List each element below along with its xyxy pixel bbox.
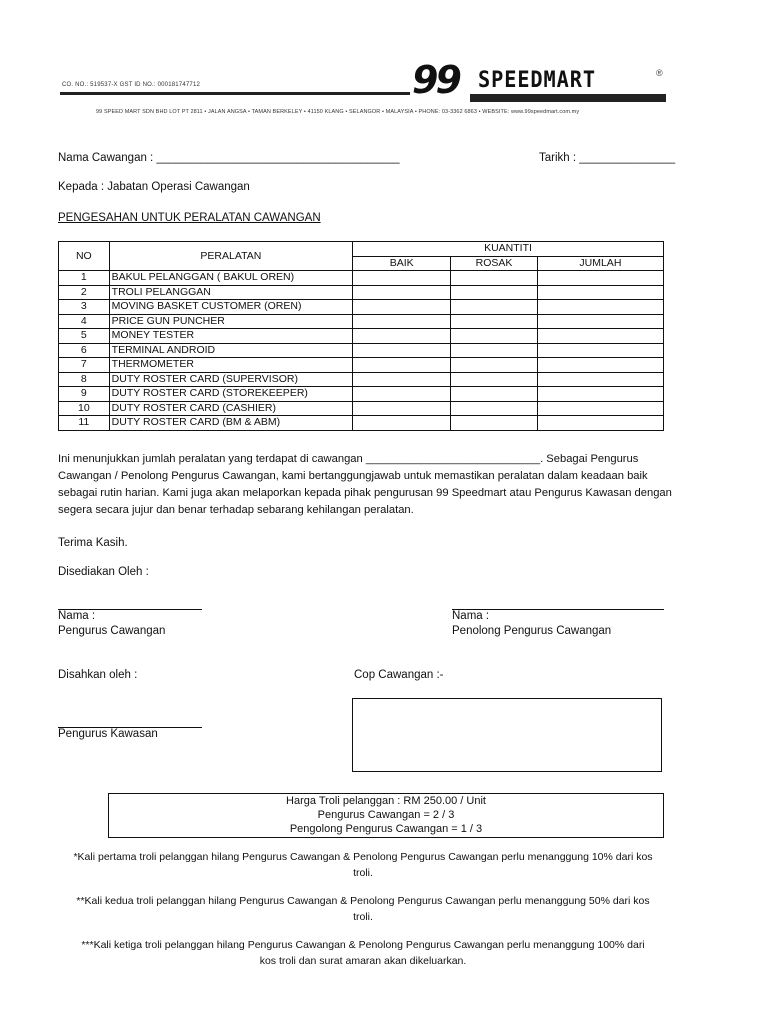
qty-total-cell[interactable] xyxy=(537,285,663,300)
closing-thanks: Terima Kasih. xyxy=(58,537,128,549)
statement-line: sebagai rutin harian. Kami juga akan melaporkan kepada pihak pengurusan 99 Speedmart atau Pengurus Kawasan dengan xyxy=(58,487,672,499)
asst-manager-title: Penolong Pengurus Cawangan xyxy=(452,625,612,637)
row-item: DUTY ROSTER CARD (STOREKEEPER) xyxy=(109,387,352,402)
qty-damaged-cell[interactable] xyxy=(451,401,538,416)
statement-paragraph xyxy=(58,451,678,519)
qty-damaged-cell[interactable] xyxy=(451,329,538,344)
row-item: BAKUL PELANGGAN ( BAKUL OREN) xyxy=(109,271,352,286)
recipient-line: Kepada : Jabatan Operasi Cawangan xyxy=(58,181,250,193)
qty-damaged-cell[interactable] xyxy=(451,343,538,358)
qty-damaged-cell[interactable] xyxy=(451,300,538,315)
approved-by-label: Disahkan oleh : xyxy=(58,669,138,681)
qty-good-cell[interactable] xyxy=(353,300,451,315)
asst-manager-name-label: Nama : xyxy=(452,610,490,622)
row-item: PRICE GUN PUNCHER xyxy=(109,314,352,329)
logo-number: 99 xyxy=(412,58,459,102)
qty-total-cell[interactable] xyxy=(537,372,663,387)
qty-total-cell[interactable] xyxy=(537,416,663,431)
table-row xyxy=(59,285,664,300)
row-item: MOVING BASKET CUSTOMER (OREN) xyxy=(109,300,352,315)
qty-damaged-cell[interactable] xyxy=(451,285,538,300)
row-item: MONEY TESTER xyxy=(109,329,352,344)
qty-damaged-cell[interactable] xyxy=(451,372,538,387)
qty-good-cell[interactable] xyxy=(353,314,451,329)
qty-good-cell[interactable] xyxy=(353,387,451,402)
qty-good-cell[interactable] xyxy=(353,401,451,416)
note-line: **Kali kedua troli pelanggan hilang Pengurus Cawangan & Penolong Pengurus Cawangan perlu menanggung 50% dari kos xyxy=(76,895,650,907)
row-no: 6 xyxy=(59,343,110,358)
qty-damaged-cell[interactable] xyxy=(451,271,538,286)
qty-good-cell[interactable] xyxy=(353,358,451,373)
qty-total-cell[interactable] xyxy=(537,358,663,373)
row-no: 4 xyxy=(59,314,110,329)
prepared-by-label: Disediakan Oleh : xyxy=(58,566,149,578)
row-no: 9 xyxy=(59,387,110,402)
date-field[interactable]: Tarikh : _______________ xyxy=(539,152,676,164)
table-row xyxy=(59,372,664,387)
qty-total-cell[interactable] xyxy=(537,387,663,402)
table-row xyxy=(59,271,664,286)
row-no: 10 xyxy=(59,401,110,416)
registered-mark: ® xyxy=(656,68,663,78)
row-item: DUTY ROSTER CARD (SUPERVISOR) xyxy=(109,372,352,387)
row-no: 3 xyxy=(59,300,110,315)
form-title: PENGESAHAN UNTUK PERALATAN CAWANGAN xyxy=(58,212,321,224)
note-line: troli. xyxy=(353,911,373,923)
qty-damaged-cell[interactable] xyxy=(451,387,538,402)
table-row xyxy=(59,416,664,431)
row-item: TERMINAL ANDROID xyxy=(109,343,352,358)
qty-damaged-cell[interactable] xyxy=(451,314,538,329)
header-rule-right xyxy=(470,94,666,102)
note-line: kos troli dan surat amaran akan dikeluarkan. xyxy=(259,955,467,967)
qty-total-cell[interactable] xyxy=(537,343,663,358)
note-line: ***Kali ketiga troli pelanggan hilang Pengurus Cawangan & Penolong Pengurus Cawangan perlu menanggung 100% dari xyxy=(81,939,645,951)
row-item: DUTY ROSTER CARD (CASHIER) xyxy=(109,401,352,416)
qty-good-cell[interactable] xyxy=(353,343,451,358)
note-second-loss xyxy=(58,893,668,925)
qty-damaged-cell[interactable] xyxy=(451,358,538,373)
qty-total-cell[interactable] xyxy=(537,329,663,344)
table-row xyxy=(59,329,664,344)
note-first-loss xyxy=(58,849,668,881)
branch-stamp-box[interactable] xyxy=(352,698,662,772)
qty-damaged-cell[interactable] xyxy=(451,416,538,431)
table-row xyxy=(59,387,664,402)
branch-manager-name-label: Nama : xyxy=(58,610,96,622)
row-item: TROLI PELANGGAN xyxy=(109,285,352,300)
branch-manager-share: Pengurus Cawangan = 2 / 3 xyxy=(317,809,455,821)
col-total-header: JUMLAH xyxy=(537,256,663,271)
qty-good-cell[interactable] xyxy=(353,329,451,344)
branch-manager-title: Pengurus Cawangan xyxy=(58,625,166,637)
table-row xyxy=(59,401,664,416)
col-no-header: NO xyxy=(59,242,110,271)
qty-good-cell[interactable] xyxy=(353,416,451,431)
qty-good-cell[interactable] xyxy=(353,271,451,286)
trolley-price-box xyxy=(108,793,664,838)
row-no: 7 xyxy=(59,358,110,373)
row-no: 11 xyxy=(59,416,110,431)
col-item-header: PERALATAN xyxy=(109,242,352,271)
statement-line: segera secara jujur dan benar terhadap sebarang kehilangan peralatan. xyxy=(58,504,414,516)
trolley-price: Harga Troli pelanggan : RM 250.00 / Unit xyxy=(286,795,486,807)
note-line: *Kali pertama troli pelanggan hilang Pengurus Cawangan & Penolong Pengurus Cawangan perlu menanggung 10% dari kos xyxy=(73,851,653,863)
table-row xyxy=(59,358,664,373)
company-registration: CO. NO.: 519537-X GST ID NO.: 000181747712 xyxy=(62,82,201,88)
statement-line: Cawangan / Penolong Pengurus Cawangan, kami bertanggungjawab untuk memastikan peralatan dalam keadaan baik xyxy=(58,470,648,482)
col-damaged-header: ROSAK xyxy=(451,256,538,271)
note-third-loss xyxy=(58,937,668,969)
asst-manager-share: Pengolong Pengurus Cawangan = 1 / 3 xyxy=(289,823,483,835)
qty-good-cell[interactable] xyxy=(353,285,451,300)
qty-total-cell[interactable] xyxy=(537,271,663,286)
table-row xyxy=(59,314,664,329)
note-line: troli. xyxy=(353,867,373,879)
row-item: DUTY ROSTER CARD (BM & ABM) xyxy=(109,416,352,431)
table-row xyxy=(59,343,664,358)
col-good-header: BAIK xyxy=(353,256,451,271)
qty-total-cell[interactable] xyxy=(537,401,663,416)
row-no: 2 xyxy=(59,285,110,300)
logo-name: SPEEDMART xyxy=(478,68,596,93)
branch-name-field[interactable]: Nama Cawangan : ______________________________________ xyxy=(58,152,400,164)
header-rule xyxy=(60,92,410,95)
table-row xyxy=(59,300,664,315)
row-no: 8 xyxy=(59,372,110,387)
col-quantity-header: KUANTITI xyxy=(353,242,664,257)
row-no: 1 xyxy=(59,271,110,286)
qty-good-cell[interactable] xyxy=(353,372,451,387)
row-no: 5 xyxy=(59,329,110,344)
company-address: 99 SPEED MART SDN BHD LOT PT 2811 • JALAN ANGSA • TAMAN BERKELEY • 41150 KLANG • SELANGOR • MALAYSIA • PHONE: 03-3362 6863 • WEBSITE: www.99speedmart.com.my xyxy=(96,109,580,115)
row-item: THERMOMETER xyxy=(109,358,352,373)
qty-total-cell[interactable] xyxy=(537,314,663,329)
stamp-label: Cop Cawangan :- xyxy=(354,669,444,681)
statement-line: Ini menunjukkan jumlah peralatan yang terdapat di cawangan ____________________________. Sebagai Pengurus xyxy=(58,453,639,465)
equipment-table xyxy=(58,241,664,431)
qty-total-cell[interactable] xyxy=(537,300,663,315)
area-manager-title: Pengurus Kawasan xyxy=(58,728,158,740)
